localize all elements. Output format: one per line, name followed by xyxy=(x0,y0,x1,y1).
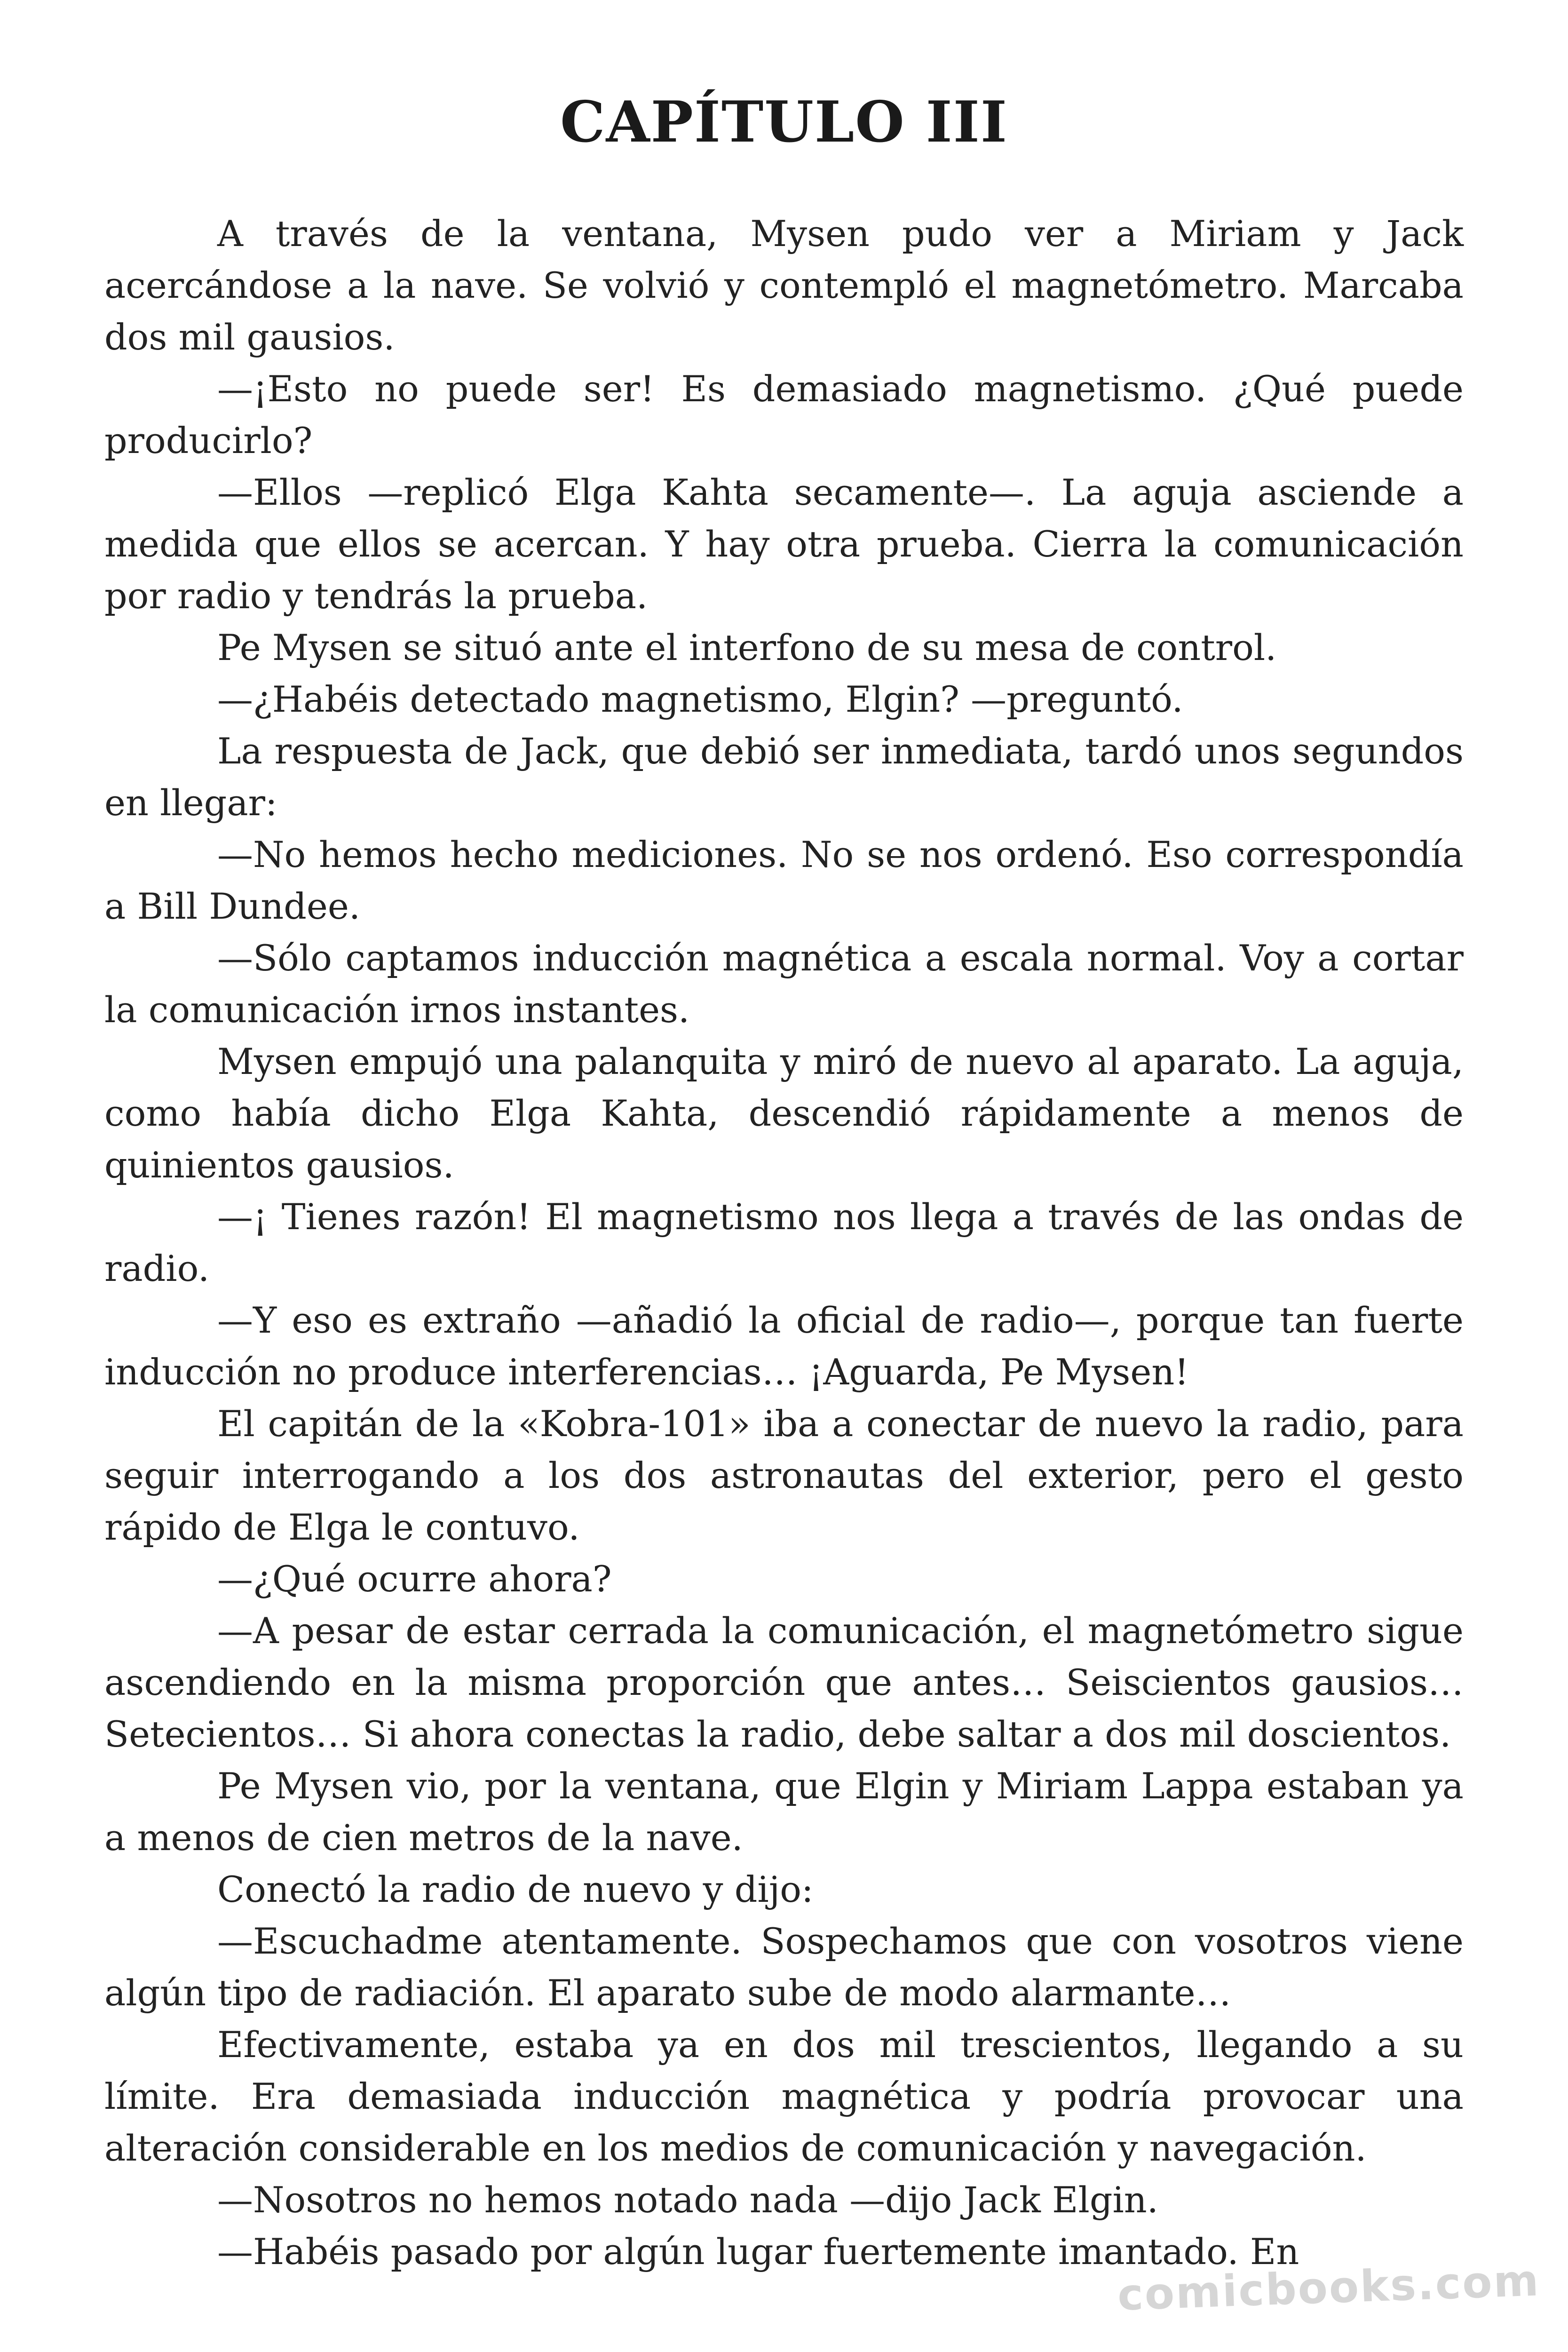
chapter-title: CAPÍTULO III xyxy=(560,89,1008,155)
paragraph: Conectó la radio de nuevo y dijo: xyxy=(217,1868,814,1910)
paragraph: —¡Esto no puede ser! Es demasiado magnetismo. ¿Qué puede producirlo? xyxy=(104,368,1464,461)
paragraph: A través de la ventana, Mysen pudo ver a Miriam y Jack acercándose a la nave. Se volvió y contempló el magnetómetro. Marcaba dos mil gausios. xyxy=(104,213,1464,358)
paragraph: La respuesta de Jack, que debió ser inmediata, tardó unos segundos en llegar: xyxy=(104,730,1464,824)
paragraph: —No hemos hecho mediciones. No se nos ordenó. Eso correspondía a Bill Dundee. xyxy=(104,834,1464,927)
paragraph: El capitán de la «Kobra-101» iba a conectar de nuevo la radio, para seguir interrogando a los dos astronautas del exterior, pero el gesto rápido de Elga le contuvo. xyxy=(104,1403,1464,1548)
paragraph: —Nosotros no hemos notado nada —dijo Jack Elgin. xyxy=(217,2179,1158,2221)
paragraph: —Sólo captamos inducción magnética a escala normal. Voy a cortar la comunicación irnos instantes. xyxy=(104,937,1464,1031)
paragraph: Mysen empujó una palanquita y miró de nuevo al aparato. La aguja, como había dicho Elga Kahta, descendió rápidamente a menos de quinientos gausios. xyxy=(104,1041,1464,1186)
paragraph: —¿Qué ocurre ahora? xyxy=(217,1558,612,1600)
paragraph: —¡ Tienes razón! El magnetismo nos llega a través de las ondas de radio. xyxy=(104,1196,1464,1289)
paragraph: Pe Mysen vio, por la ventana, que Elgin y Miriam Lappa estaban ya a menos de cien metros de la nave. xyxy=(104,1765,1464,1859)
paragraph: —Habéis pasado por algún lugar fuertemente imantado. En xyxy=(217,2231,1299,2273)
chapter-body xyxy=(104,208,1464,2278)
paragraph: —Ellos —replicó Elga Kahta secamente—. La aguja asciende a medida que ellos se acercan. Y hay otra prueba. Cierra la comunicación por radio y tendrás la prueba. xyxy=(104,471,1464,617)
paragraph: Efectivamente, estaba ya en dos mil trescientos, llegando a su límite. Era demasiada inducción magnética y podría provocar una alteración considerable en los medios de comunicación y navegación. xyxy=(104,2024,1464,2169)
paragraph: Pe Mysen se situó ante el interfono de su mesa de control. xyxy=(217,627,1277,668)
paragraph: —A pesar de estar cerrada la comunicación, el magnetómetro sigue ascendiendo en la misma proporción que antes… Seiscientos gausios… Setecientos… Si ahora conectas la radio, debe saltar a dos mil doscientos. xyxy=(104,1610,1464,1755)
paragraph: —Y eso es extraño —añadió la oficial de radio—, porque tan fuerte inducción no produce interferencias… ¡Aguarda, Pe Mysen! xyxy=(104,1299,1464,1393)
paragraph: —¿Habéis detectado magnetismo, Elgin? —preguntó. xyxy=(217,678,1183,720)
watermark: comicbooks.com xyxy=(1116,2255,1541,2320)
paragraph: —Escuchadme atentamente. Sospechamos que con vosotros viene algún tipo de radiación. El aparato sube de modo alarmante… xyxy=(104,1920,1464,2014)
